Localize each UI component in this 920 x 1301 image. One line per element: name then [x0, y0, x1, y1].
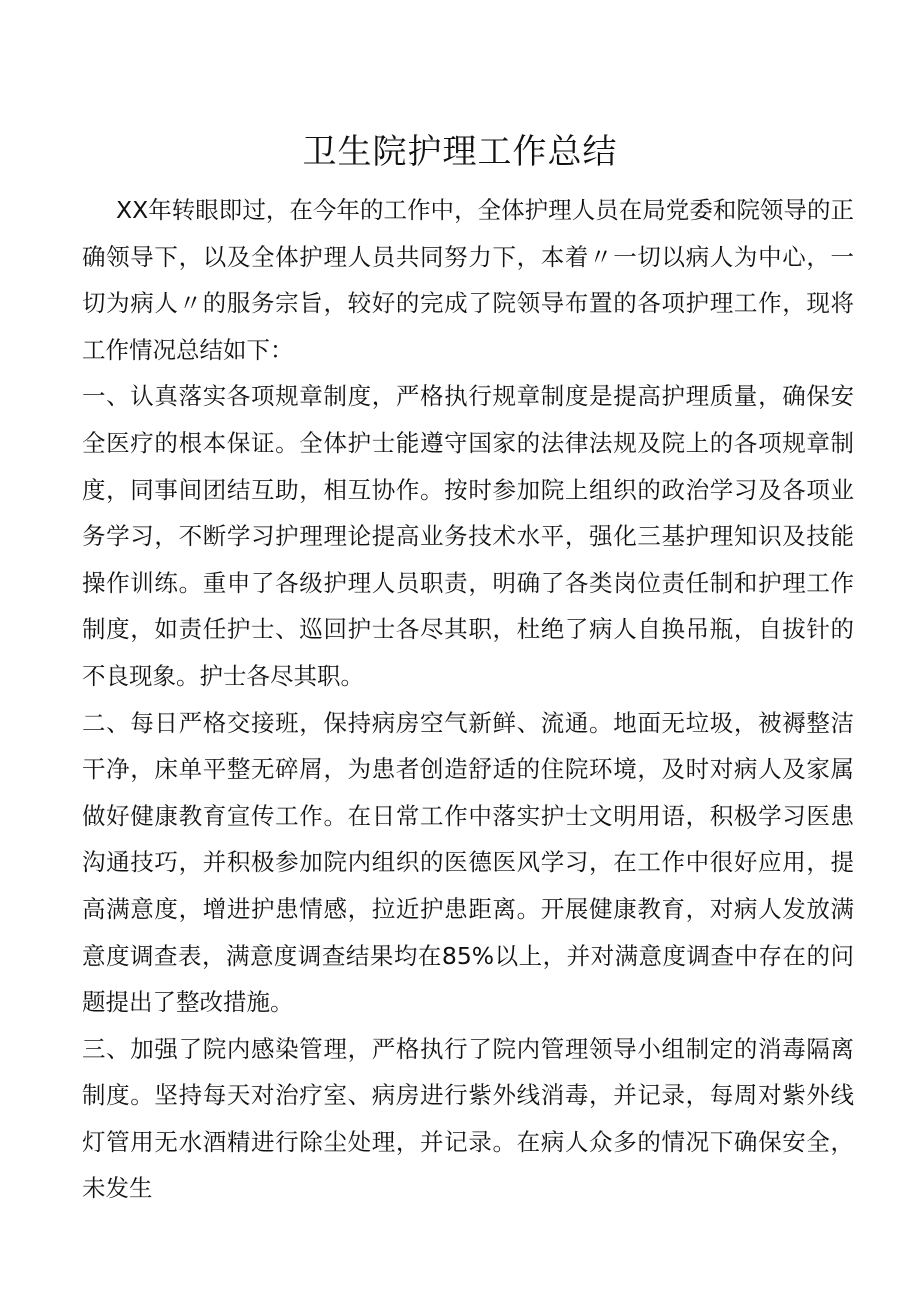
document-title: 卫生院护理工作总结	[302, 132, 618, 172]
paragraph-section-3: 三、加强了院内感染管理，严格执行了院内管理领导小组制定的消毒隔离制度。坚持每天对治疗室、病房进行紫外线消毒，并记录，每周对紫外线灯管用无水酒精进行除尘处理，并记录。在病人众多的情况下确保安全，未发生	[82, 1034, 854, 1203]
document-body	[82, 187, 854, 1212]
paragraph-section-1: 一、认真落实各项规章制度，严格执行规章制度是提高护理质量，确保安全医疗的根本保证。全体护士能遵守国家的法律法规及院上的各项规章制度，同事间团结互助，相互协作。按时参加院上组织的政治学习及各项业务学习，不断学习护理理论提高业务技术水平，强化三基护理知识及技能操作训练。重申了各级护理人员职责，明确了各类岗位责任制和护理工作制度，如责任护士、巡回护士各尽其职，杜绝了病人自换吊瓶，自拔针的不良现象。护士各尽其职。	[82, 382, 854, 690]
paragraph-section-2: 二、每日严格交接班，保持病房空气新鲜、流通。地面无垃圾，被褥整洁干净，床单平整无碎屑，为患者创造舒适的住院环境，及时对病人及家属做好健康教育宣传工作。在日常工作中落实护士文明用语，积极学习医患沟通技巧，并积极参加院内组织的医德医风学习，在工作中很好应用，提高满意度，增进护患情感，拉近护患距离。开展健康教育，对病人发放满意度调查表，满意度调查结果均在85%以上，并对满意度调查中存在的问题提出了整改措施。	[82, 708, 854, 1017]
paragraph-intro: XX年转眼即过，在今年的工作中，全体护理人员在局党委和院领导的正确领导下，以及全体护理人员共同努力下，本着〃一切以病人为中心，一切为病人〃的服务宗旨，较好的完成了院领导布置的各项护理工作，现将工作情况总结如下：	[82, 196, 854, 364]
